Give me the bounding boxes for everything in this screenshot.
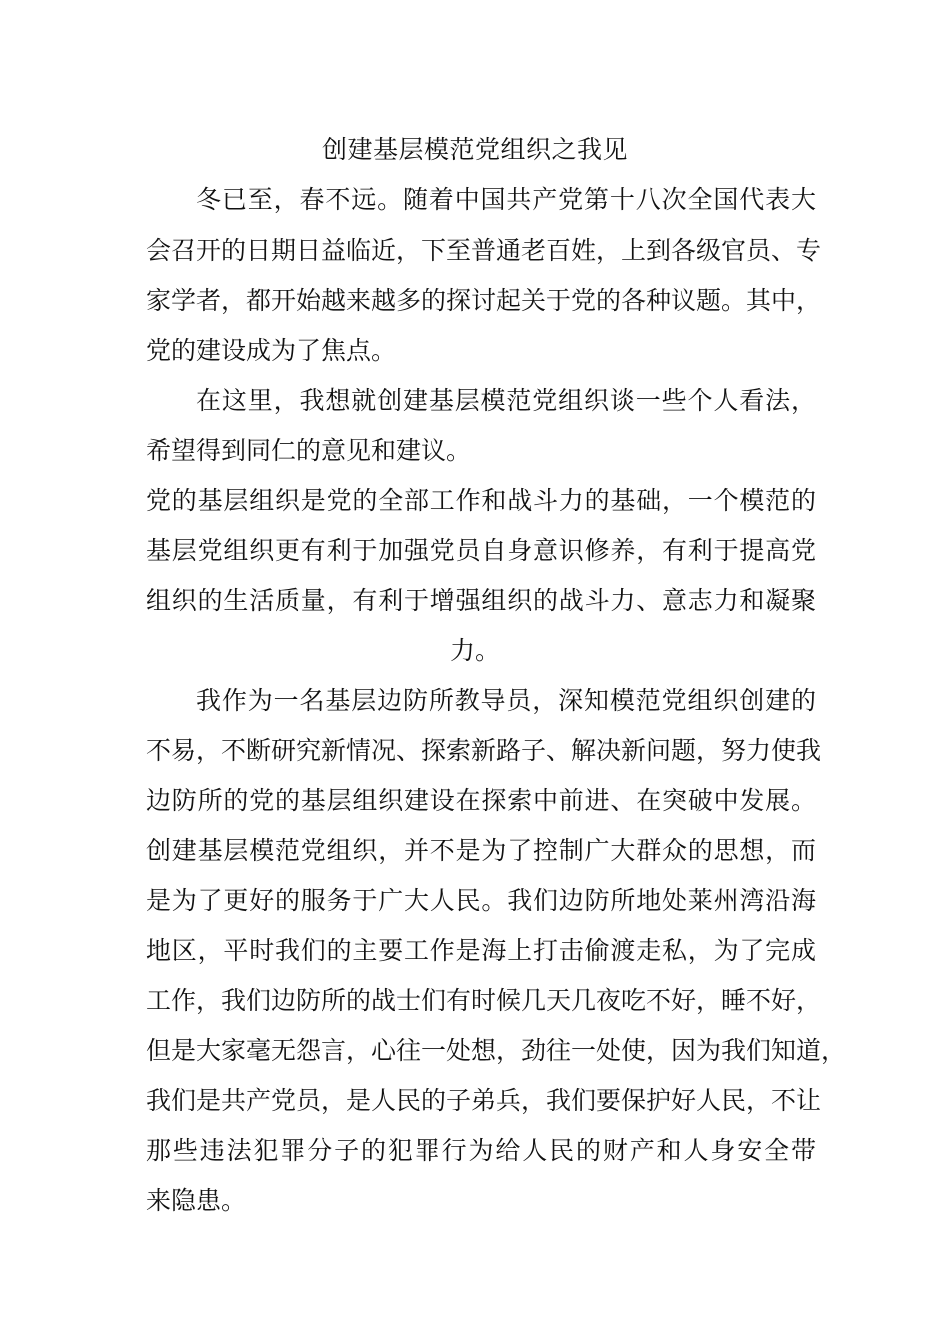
text-line: 工作，我们边防所的战士们有时候几天几夜吃不好，睡不好，: [146, 986, 822, 1015]
text-line: 冬已至，春不远。随着中国共产党第十八次全国代表大: [196, 185, 816, 214]
text-line: 党的基层组织是党的全部工作和战斗力的基础，一个模范的: [146, 486, 816, 515]
text-line: 家学者，都开始越来越多的探讨起关于党的各种议题。其中，: [146, 286, 822, 315]
text-line: 基层党组织更有利于加强党员自身意识修养，有利于提高党: [146, 536, 816, 565]
text-line: 党的建设成为了焦点。: [146, 336, 397, 365]
text-line: 在这里，我想就创建基层模范党组织谈一些个人看法，: [196, 386, 816, 415]
text-line: 创建基层模范党组织，并不是为了控制广大群众的思想，而: [146, 836, 816, 865]
text-line: 会召开的日期日益临近，下至普通老百姓，上到各级官员、专: [146, 236, 822, 265]
text-line: 不易，不断研究新情况、探索新路子、解决新问题，努力使我: [146, 736, 822, 765]
text-line: 我们是共产党员，是人民的子弟兵，我们要保护好人民，不让: [146, 1086, 822, 1115]
text-line: 力。: [449, 636, 500, 665]
text-line: 我作为一名基层边防所教导员，深知模范党组织创建的: [196, 686, 816, 715]
document-title: 创建基层模范党组织之我见: [321, 135, 628, 164]
text-line: 来隐患。: [146, 1186, 247, 1215]
text-line: 但是大家毫无怨言，心往一处想，劲往一处使，因为我们知道，: [146, 1036, 847, 1065]
text-line: 边防所的党的基层组织建设在探索中前进、在突破中发展。: [146, 786, 816, 815]
text-line: 是为了更好的服务于广大人民。我们边防所地处莱州湾沿海: [146, 886, 816, 915]
text-line: 地区，平时我们的主要工作是海上打击偷渡走私，为了完成: [146, 936, 816, 965]
text-line: 希望得到同仁的意见和建议。: [146, 436, 472, 465]
text-line: 那些违法犯罪分子的犯罪行为给人民的财产和人身安全带: [146, 1136, 816, 1165]
text-line: 组织的生活质量，有利于增强组织的战斗力、意志力和凝聚: [146, 586, 816, 615]
